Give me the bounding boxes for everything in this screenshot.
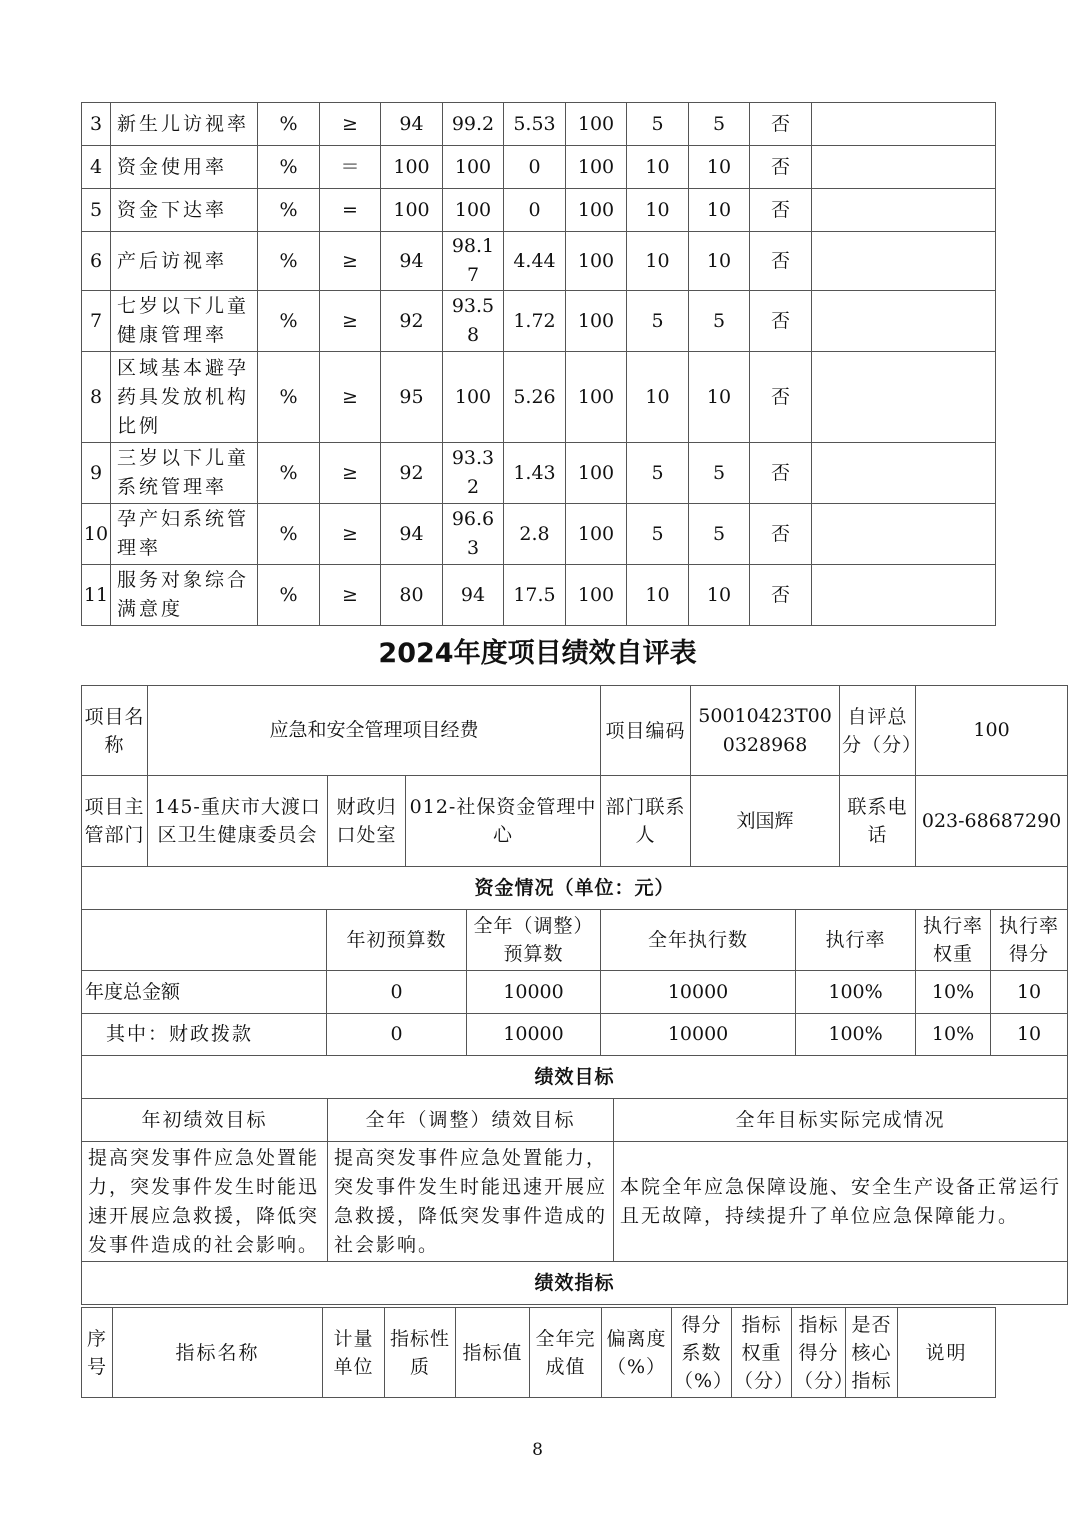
deviation: 5.26 — [504, 352, 566, 443]
dept-value: 145-重庆市大渡口区卫生健康委员会 — [148, 776, 328, 867]
indicator-row — [82, 443, 996, 504]
indicator-score: 10 — [689, 565, 750, 626]
unit: % — [258, 352, 320, 443]
row-number: 7 — [82, 291, 111, 352]
goals-section-title: 绩效目标 — [82, 1056, 1068, 1099]
actual-value: 99.2 — [443, 103, 504, 146]
weight: 5 — [627, 443, 689, 504]
funds-row-label: 其中：财政拨款 — [82, 1014, 327, 1056]
target-value: 100 — [381, 189, 443, 232]
indicator-continuation-table — [81, 102, 996, 626]
indicator-row — [82, 189, 996, 232]
indicator-score: 5 — [689, 443, 750, 504]
indicator-name: 新生儿访视率 — [111, 103, 258, 146]
weight: 10 — [627, 352, 689, 443]
indicator-name: 服务对象综合满意度 — [111, 565, 258, 626]
hdr-coefficient: 得分系数（%） — [672, 1308, 732, 1398]
row-number: 10 — [82, 504, 111, 565]
unit: % — [258, 189, 320, 232]
remark — [812, 291, 996, 352]
funds-score: 10 — [991, 971, 1068, 1014]
deviation: 0 — [504, 189, 566, 232]
core-indicator: 否 — [750, 232, 812, 291]
funds-score: 10 — [991, 1014, 1068, 1056]
target-value: 94 — [381, 504, 443, 565]
hdr-weight: 指标权重（分） — [732, 1308, 792, 1398]
target-value: 100 — [381, 146, 443, 189]
funds-row-total — [82, 971, 1068, 1014]
remark — [812, 352, 996, 443]
funds-weight: 10% — [916, 1014, 991, 1056]
actual-value: 100 — [443, 352, 504, 443]
indicator-row — [82, 103, 996, 146]
self-score: 100 — [916, 686, 1068, 776]
deviation: 1.43 — [504, 443, 566, 504]
row-number: 3 — [82, 103, 111, 146]
target-value: 95 — [381, 352, 443, 443]
funds-initial: 0 — [327, 971, 467, 1014]
funds-initial: 0 — [327, 1014, 467, 1056]
actual-value: 98.17 — [443, 232, 504, 291]
goals-header-initial: 年初绩效目标 — [82, 1099, 328, 1142]
indicator-header-table — [81, 1307, 996, 1398]
score-coefficient: 100 — [566, 504, 627, 565]
core-indicator: 否 — [750, 504, 812, 565]
score-coefficient: 100 — [566, 146, 627, 189]
page-number: 8 — [532, 1440, 543, 1460]
contact-value: 刘国辉 — [691, 776, 840, 867]
remark — [812, 232, 996, 291]
core-indicator: 否 — [750, 146, 812, 189]
indicator-name: 资金使用率 — [111, 146, 258, 189]
goals-header-actual: 全年目标实际完成情况 — [614, 1099, 1068, 1142]
remark — [812, 504, 996, 565]
row-number: 8 — [82, 352, 111, 443]
deviation: 0 — [504, 146, 566, 189]
form-title: 2024年度项目绩效自评表 — [378, 638, 697, 669]
unit: % — [258, 291, 320, 352]
actual-value: 96.63 — [443, 504, 504, 565]
actual-value: 93.32 — [443, 443, 504, 504]
funds-header-rate: 执行率 — [796, 910, 916, 971]
score-coefficient: 100 — [566, 352, 627, 443]
phone-value: 023-68687290 — [916, 776, 1068, 867]
hdr-core: 是否核心指标 — [846, 1308, 898, 1398]
finance-label: 财政归口处室 — [328, 776, 406, 867]
indicator-nature: = — [320, 189, 381, 232]
goal-initial-text: 提高突发事件应急处置能力，突发事件发生时能迅速开展应急救援，降低突发事件造成的社会影响。 — [82, 1142, 328, 1262]
funds-header-initial: 年初预算数 — [327, 910, 467, 971]
remark — [812, 103, 996, 146]
indicator-name: 孕产妇系统管理率 — [111, 504, 258, 565]
actual-value: 100 — [443, 146, 504, 189]
goal-adjusted-text: 提高突发事件应急处置能力，突发事件发生时能迅速开展应急救援，降低突发事件造成的社会影响。 — [328, 1142, 614, 1262]
self-score-label: 自评总分（分） — [840, 686, 916, 776]
unit: % — [258, 565, 320, 626]
deviation: 5.53 — [504, 103, 566, 146]
indicator-nature: ＝ — [320, 146, 381, 189]
indicator-row — [82, 232, 996, 291]
indicator-name: 三岁以下儿童系统管理率 — [111, 443, 258, 504]
funds-row-fiscal — [82, 1014, 1068, 1056]
row-number: 9 — [82, 443, 111, 504]
score-coefficient: 100 — [566, 443, 627, 504]
deviation: 4.44 — [504, 232, 566, 291]
target-value: 80 — [381, 565, 443, 626]
project-self-evaluation-table — [81, 685, 1068, 1305]
core-indicator: 否 — [750, 189, 812, 232]
funds-header-executed: 全年执行数 — [601, 910, 796, 971]
hdr-actual: 全年完成值 — [530, 1308, 602, 1398]
score-coefficient: 100 — [566, 565, 627, 626]
indicator-nature: ≥ — [320, 103, 381, 146]
score-coefficient: 100 — [566, 189, 627, 232]
funds-section-title: 资金情况（单位：元） — [82, 867, 1068, 910]
project-name: 应急和安全管理项目经费 — [148, 686, 601, 776]
score-coefficient: 100 — [566, 291, 627, 352]
indicator-score: 10 — [689, 189, 750, 232]
core-indicator: 否 — [750, 103, 812, 146]
indicator-nature: ≥ — [320, 565, 381, 626]
remark — [812, 443, 996, 504]
core-indicator: 否 — [750, 443, 812, 504]
indicator-name: 七岁以下儿童健康管理率 — [111, 291, 258, 352]
indicator-row — [82, 146, 996, 189]
actual-value: 93.58 — [443, 291, 504, 352]
hdr-indicator-name: 指标名称 — [113, 1308, 323, 1398]
project-code: 50010423T000328968 — [691, 686, 840, 776]
finance-value: 012-社保资金管理中心 — [406, 776, 601, 867]
phone-label: 联系电话 — [840, 776, 916, 867]
indicator-score: 10 — [689, 352, 750, 443]
core-indicator: 否 — [750, 291, 812, 352]
indicator-score: 5 — [689, 504, 750, 565]
hdr-value: 指标值 — [456, 1308, 530, 1398]
indicator-header-row — [82, 1308, 996, 1398]
funds-header-weight: 执行率权重 — [916, 910, 991, 971]
funds-header-blank — [82, 910, 327, 971]
indicator-row — [82, 565, 996, 626]
actual-value: 94 — [443, 565, 504, 626]
weight: 10 — [627, 146, 689, 189]
funds-executed: 10000 — [601, 971, 796, 1014]
deviation: 17.5 — [504, 565, 566, 626]
funds-rate: 100% — [796, 1014, 916, 1056]
unit: % — [258, 103, 320, 146]
indicator-nature: ≥ — [320, 232, 381, 291]
weight: 5 — [627, 103, 689, 146]
indicator-name: 产后访视率 — [111, 232, 258, 291]
deviation: 2.8 — [504, 504, 566, 565]
contact-label: 部门联系人 — [601, 776, 691, 867]
indicator-name: 区域基本避孕药具发放机构比例 — [111, 352, 258, 443]
funds-adjusted: 10000 — [467, 1014, 601, 1056]
core-indicator: 否 — [750, 352, 812, 443]
funds-adjusted: 10000 — [467, 971, 601, 1014]
indicator-row — [82, 504, 996, 565]
row-number: 4 — [82, 146, 111, 189]
indicator-nature: ≥ — [320, 443, 381, 504]
unit: % — [258, 232, 320, 291]
hdr-row-number: 序号 — [82, 1308, 113, 1398]
funds-header-score: 执行率得分 — [991, 910, 1068, 971]
hdr-unit: 计量单位 — [323, 1308, 385, 1398]
score-coefficient: 100 — [566, 232, 627, 291]
remark — [812, 189, 996, 232]
indicator-nature: ≥ — [320, 291, 381, 352]
deviation: 1.72 — [504, 291, 566, 352]
unit: % — [258, 146, 320, 189]
hdr-nature: 指标性质 — [385, 1308, 456, 1398]
target-value: 94 — [381, 103, 443, 146]
core-indicator: 否 — [750, 565, 812, 626]
target-value: 92 — [381, 443, 443, 504]
indicators-section-title: 绩效指标 — [82, 1262, 1068, 1305]
funds-row-label: 年度总金额 — [82, 971, 327, 1014]
weight: 10 — [627, 232, 689, 291]
project-name-label: 项目名称 — [82, 686, 148, 776]
funds-rate: 100% — [796, 971, 916, 1014]
goal-actual-text: 本院全年应急保障设施、安全生产设备正常运行且无故障，持续提升了单位应急保障能力。 — [614, 1142, 1068, 1262]
indicator-continuation-body — [82, 103, 996, 626]
indicator-score: 10 — [689, 232, 750, 291]
indicator-score: 5 — [689, 291, 750, 352]
funds-weight: 10% — [916, 971, 991, 1014]
weight: 5 — [627, 291, 689, 352]
indicator-row — [82, 352, 996, 443]
row-number: 11 — [82, 565, 111, 626]
row-number: 6 — [82, 232, 111, 291]
weight: 10 — [627, 565, 689, 626]
indicator-score: 5 — [689, 103, 750, 146]
target-value: 92 — [381, 291, 443, 352]
indicator-name: 资金下达率 — [111, 189, 258, 232]
target-value: 94 — [381, 232, 443, 291]
weight: 10 — [627, 189, 689, 232]
indicator-nature: ≥ — [320, 504, 381, 565]
hdr-score: 指标得分（分） — [792, 1308, 846, 1398]
hdr-deviation: 偏离度（%） — [602, 1308, 672, 1398]
hdr-remark: 说明 — [898, 1308, 996, 1398]
indicator-row — [82, 291, 996, 352]
indicator-score: 10 — [689, 146, 750, 189]
project-code-label: 项目编码 — [601, 686, 691, 776]
funds-header-adjusted: 全年（调整）预算数 — [467, 910, 601, 971]
remark — [812, 565, 996, 626]
dept-label: 项目主管部门 — [82, 776, 148, 867]
remark — [812, 146, 996, 189]
weight: 5 — [627, 504, 689, 565]
unit: % — [258, 504, 320, 565]
funds-executed: 10000 — [601, 1014, 796, 1056]
unit: % — [258, 443, 320, 504]
indicator-nature: ≥ — [320, 352, 381, 443]
actual-value: 100 — [443, 189, 504, 232]
score-coefficient: 100 — [566, 103, 627, 146]
row-number: 5 — [82, 189, 111, 232]
goals-header-adjusted: 全年（调整）绩效目标 — [328, 1099, 614, 1142]
